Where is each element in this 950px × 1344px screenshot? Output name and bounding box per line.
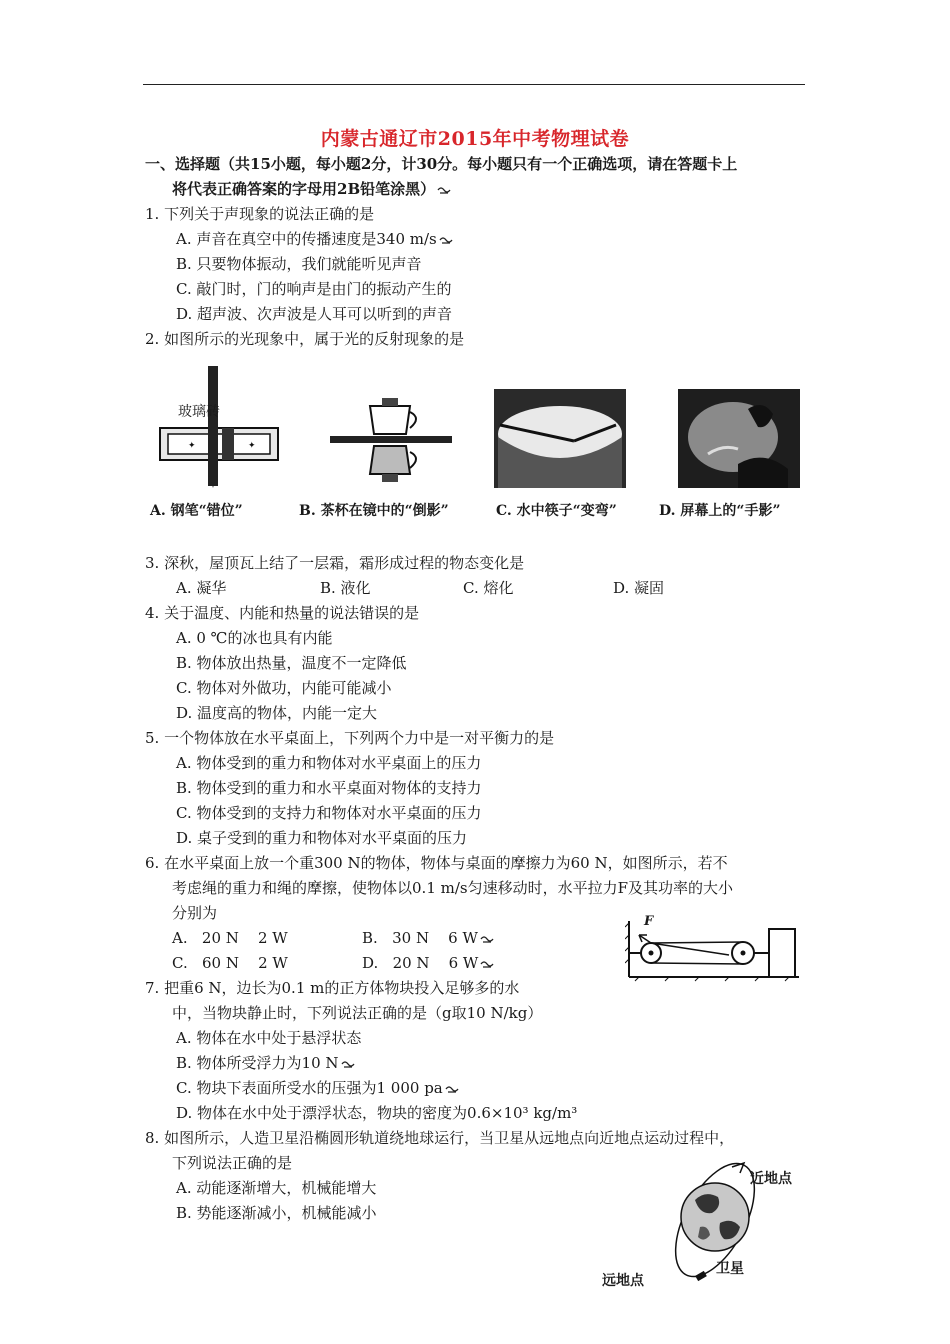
label-satellite: 卫星 (716, 1261, 744, 1277)
q5-option-d: D. 桌子受到的重力和物体对水平桌面的压力 (176, 829, 468, 847)
q6-stem-2: 考虑绳的重力和绳的摩擦，使物体以0.1 m/s匀速移动时，水平拉力F及其功率的大小 (172, 879, 734, 897)
q6-option-b (362, 928, 494, 948)
q8-option-b: B. 势能逐渐减小，机械能减小 (176, 1204, 377, 1222)
q2-caption-a: A. 钢笔“错位” (150, 503, 243, 519)
q1-option-c: C. 敲门时，门的响声是由门的振动产生的 (176, 280, 452, 298)
figure-teacup-mirror (330, 398, 452, 488)
q7-option-a: A. 物体在水中处于悬浮状态 (176, 1029, 362, 1047)
q8-option-a: A. 动能逐渐增大，机械能增大 (176, 1179, 377, 1197)
q6-option-d-text: D. 20 N 6 W (362, 954, 479, 972)
q8-stem-1: 8. 如图所示，人造卫星沿椭圆形轨道绕地球运行，当卫星从远地点向近地点运动过程中， (145, 1129, 735, 1147)
q7-option-b (176, 1053, 355, 1073)
section-header-text: 将代表正确答案的字母用2B铅笔涂黑） (172, 180, 436, 198)
q6-stem-3: 分别为 (172, 904, 218, 922)
q1-stem: 1. 下列关于声现象的说法正确的是 (145, 205, 375, 223)
figure-chopsticks-water (494, 389, 626, 488)
q4-stem: 4. 关于温度、内能和热量的说法错误的是 (145, 604, 420, 622)
figure-hand-shadow (678, 389, 800, 488)
q7-stem-1: 7. 把重6 N，边长为0.1 m的正方体物块投入足够多的水 (145, 979, 520, 997)
q1-option-b: B. 只要物体振动，我们就能听见声音 (176, 255, 422, 273)
handwritten-mark-icon (439, 236, 453, 245)
q5-option-a: A. 物体受到的重力和物体对水平桌面上的压力 (176, 754, 482, 772)
q7-option-c (176, 1078, 459, 1098)
q6-option-c: C. 60 N 2 W (172, 954, 288, 972)
q4-option-c: C. 物体对外做功，内能可能减小 (176, 679, 392, 697)
q7-option-b-text: B. 物体所受浮力为10 N (176, 1054, 339, 1072)
q2-caption-b: B. 茶杯在镜中的“倒影” (299, 503, 449, 519)
q6-stem-1: 6. 在水平桌面上放一个重300 N的物体，物体与桌面的摩擦力为60 N，如图所示，若不 (145, 854, 728, 872)
q7-option-c-text: C. 物块下表面所受水的压强为1 000 pa (176, 1079, 443, 1097)
svg-text:✦: ✦ (188, 441, 196, 451)
q6-option-b-text: B. 30 N 6 W (362, 929, 478, 947)
section-header: 一、选择题（共15小题，每小题2分，计30分。每小题只有一个正确选项，请在答题卡上 (145, 155, 738, 173)
handwritten-mark-icon (445, 1085, 459, 1094)
q5-option-c: C. 物体受到的支持力和物体对水平桌面的压力 (176, 804, 482, 822)
q1-option-a (176, 229, 453, 249)
q1-option-a-text: A. 声音在真空中的传播速度是340 m/s (176, 230, 437, 248)
q3-option-b: B. 液化 (320, 579, 371, 597)
q3-option-a: A. 凝华 (176, 579, 227, 597)
label-perigee: 近地点 (750, 1171, 792, 1187)
q6-option-d (362, 953, 494, 973)
q8-stem-2: 下列说法正确的是 (172, 1154, 293, 1172)
q7-option-d: D. 物体在水中处于漂浮状态，物块的密度为0.6×10³ kg/m³ (176, 1104, 578, 1122)
figure-pen-glass-brick (150, 366, 285, 491)
q5-option-b: B. 物体受到的重力和水平桌面对物体的支持力 (176, 779, 482, 797)
top-rule (143, 84, 805, 85)
handwritten-mark-icon (341, 1060, 355, 1069)
section-header-cont (172, 179, 451, 199)
q3-stem: 3. 深秋，屋顶瓦上结了一层霜，霜形成过程的物态变化是 (145, 554, 525, 572)
svg-text:✦: ✦ (248, 441, 256, 451)
q2-caption-c: C. 水中筷子“变弯” (496, 503, 617, 519)
q5-stem: 5. 一个物体放在水平桌面上，下列两个力中是一对平衡力的是 (145, 729, 555, 747)
q2-stem: 2. 如图所示的光现象中，属于光的反射现象的是 (145, 330, 465, 348)
q4-option-d: D. 温度高的物体，内能一定大 (176, 704, 378, 722)
q4-option-b: B. 物体放出热量，温度不一定降低 (176, 654, 407, 672)
pulley-force-label: F (644, 914, 654, 929)
q3-option-d: D. 凝固 (613, 579, 665, 597)
q4-option-a: A. 0 ℃的冰也具有内能 (176, 629, 333, 647)
q2-caption-d: D. 屏幕上的“手影” (659, 503, 781, 519)
figure-a-label: 玻璃砖 (178, 404, 220, 420)
q1-option-d: D. 超声波、次声波是人耳可以听到的声音 (176, 305, 453, 323)
handwritten-mark-icon (437, 186, 451, 195)
q3-option-c: C. 熔化 (463, 579, 514, 597)
handwritten-mark-icon (480, 935, 494, 944)
q7-stem-2: 中，当物块静止时，下列说法正确的是（g取10 N/kg） (172, 1004, 543, 1022)
handwritten-mark-icon (480, 960, 494, 969)
label-apogee: 远地点 (602, 1273, 644, 1289)
page-title: 内蒙古通辽市2015年中考物理试卷 (320, 128, 630, 150)
q6-option-a: A. 20 N 2 W (172, 929, 288, 947)
